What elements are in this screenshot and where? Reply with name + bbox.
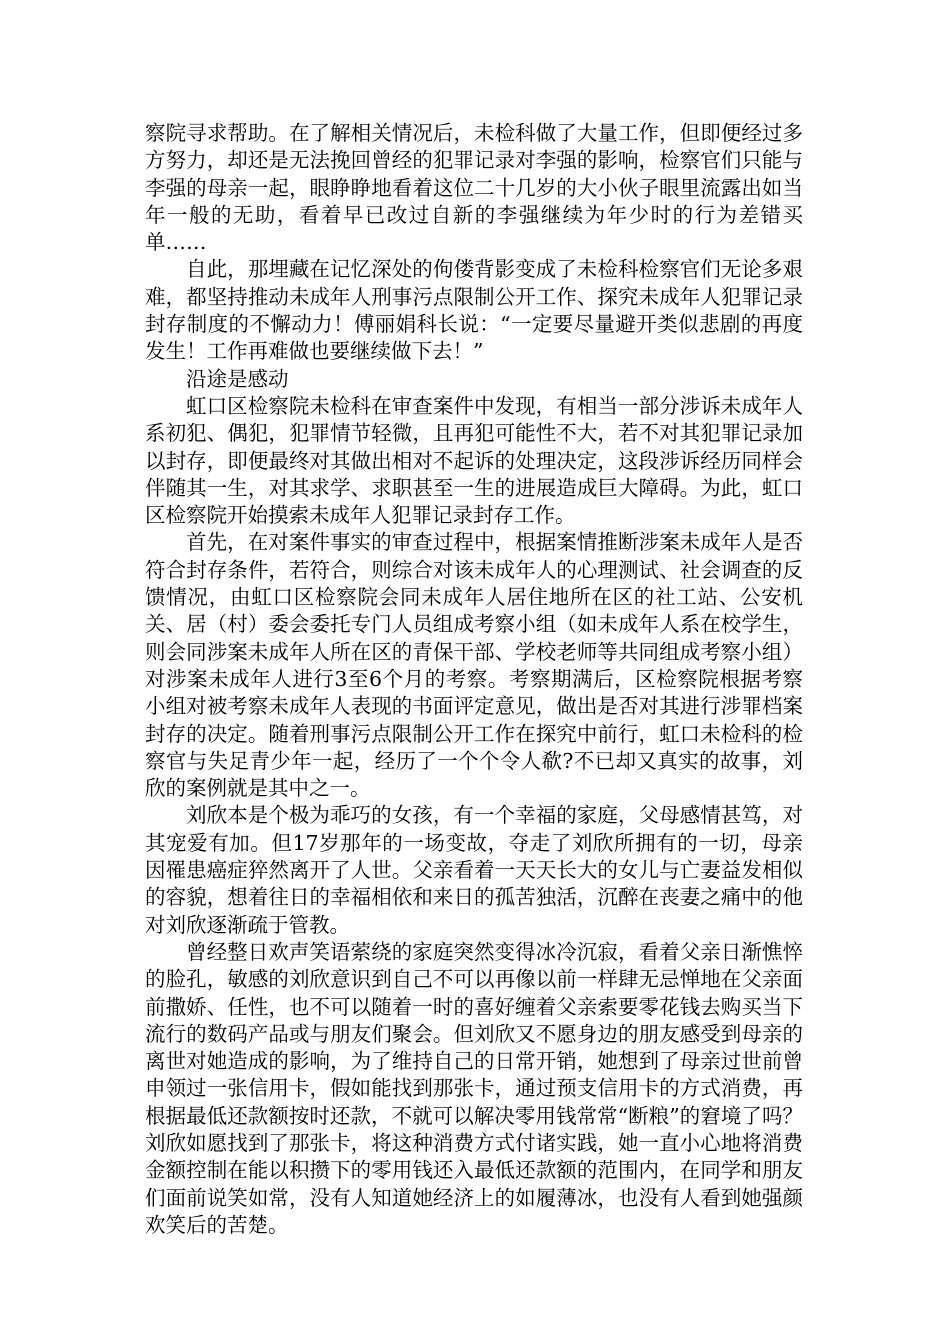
paragraph-5: 刘欣本是个极为乖巧的女孩，有一个幸福的家庭，父母感情甚笃，对其宠爱有加。但17岁那年的一场变故，夺走了刘欣所拥有的一切，母亲因罹患癌症猝然离开了人世。父亲看着一天天长大的女儿与亡妻益发相似的容貌，想着往日的幸福相依和来日的孤苦独活，沉醉在丧妻之痛中的他对刘欣逐渐疏于管教。 <box>145 803 803 937</box>
paragraph-6: 曾经整日欢声笑语萦绕的家庭突然变得冰冷沉寂，看着父亲日渐憔悴的脸孔，敏感的刘欣意识到自己不可以再像以前一样肆无忌惮地在父亲面前撒娇、任性，也不可以随着一时的喜好缠着父亲索要零花钱去购买当下流行的数码产品或与朋友们聚会。但刘欣又不愿身边的朋友感受到母亲的离世对她造成的影响，为了维持自己的日常开销，她想到了母亲过世前曾申领过一张信用卡，假如能找到那张卡，通过预支信用卡的方式消费，再根据最低还款额按时还款，不就可以解决零用钱常常“断粮”的窘境了吗？刘欣如愿找到了那张卡，将这种消费方式付诸实践，她一直小心地将消费金额控制在能以积攒下的零用钱还入最低还款额的范围内，在同学和朋友们面前说笑如常，没有人知道她经济上的如履薄冰，也没有人看到她强颜欢笑后的苦楚。 <box>145 939 803 1237</box>
section-heading: 沿途是感动 <box>186 366 289 391</box>
document-body <box>145 120 803 1239</box>
paragraph-4: 首先，在对案件事实的审查过程中，根据案情推断涉案未成年人是否符合封存条件，若符合，则综合对该未成年人的心理测试、社会调查的反馈情况，由虹口区检察院会同未成年人居住地所在区的社工站、公安机关、居（村）委会委托专门人员组成考察小组（如未成年人系在校学生，则会同涉案未成年人所在区的青保干部、学校老师等共同组成考察小组）对涉案未成年人进行3至6个月的考察。考察期满后，区检察院根据考察小组对被考察未成年人表现的书面评定意见，做出是否对其进行涉罪档案封存的决定。随着刑事污点限制公开工作在探究中前行，虹口未检科的检察官与失足青少年一起，经历了一个个令人欷?不已却又真实的故事，刘欣的案例就是其中之一。 <box>145 530 803 801</box>
paragraph-1: 察院寻求帮助。在了解相关情况后，未检科做了大量工作，但即便经过多方努力，却还是无法挽回曾经的犯罪记录对李强的影响，检察官们只能与李强的母亲一起，眼睁睁地看着这位二十几岁的大小伙子眼里流露出如当年一般的无助，看着早已改过自新的李强继续为年少时的行为差错买单…… <box>145 121 803 255</box>
paragraph-2: 自此，那埋藏在记忆深处的佝偻背影变成了未检科检察官们无论多艰难，都坚持推动未成年人刑事污点限制公开工作、探究未成年人犯罪记录封存制度的不懈动力！傅丽娟科长说：“一定要尽量避开类似悲剧的再度发生！工作再难做也要继续做下去！” <box>145 257 803 364</box>
paragraph-3: 虹口区检察院未检科在审查案件中发现，有相当一部分涉诉未成年人系初犯、偶犯，犯罪情节轻微，且再犯可能性不大，若不对其犯罪记录加以封存，即便最终对其做出相对不起诉的处理决定，这段涉诉经历同样会伴随其一生，对其求学、求职甚至一生的进展造成巨大障碍。为此，虹口区检察院开始摸索未成年人犯罪记录封存工作。 <box>145 393 803 528</box>
